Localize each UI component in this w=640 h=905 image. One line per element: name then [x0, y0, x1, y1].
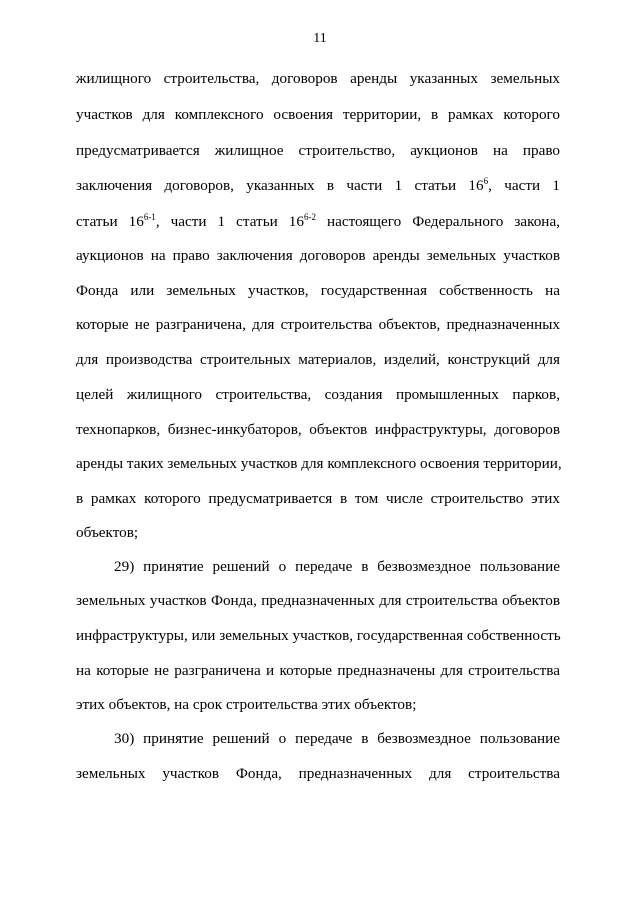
text-line: 30) принятие решений о передаче в безвозмездное пользование: [114, 730, 560, 747]
text-line: аукционов на право заключения договоров аренды земельных участков: [76, 247, 560, 264]
superscript: 6: [483, 176, 489, 186]
text-line: земельных участков Фонда, предназначенных для строительства: [76, 765, 560, 782]
text-line: на которые не разграничена и которые предназначены для строительства: [76, 662, 560, 679]
text-line: Фонда или земельных участков, государственная собственность на: [76, 282, 560, 299]
superscript: 6-1: [143, 212, 156, 222]
text-line: целей жилищного строительства, создания промышленных парков,: [76, 386, 560, 403]
text-line: жилищного строительства, договоров аренды указанных земельных: [76, 70, 560, 87]
text-line: участков для комплексного освоения территории, в рамках которого: [76, 106, 560, 123]
page-number: 11: [313, 31, 327, 46]
text-line: которые не разграничена, для строительства объектов, предназначенных: [76, 316, 560, 333]
text-segment: статьи 16: [76, 213, 144, 230]
text-segment: заключения договоров, указанных в части 1 статьи 16: [76, 177, 484, 194]
text-line: в рамках которого предусматривается в том числе строительство этих: [76, 490, 560, 507]
text-line: предусматривается жилищное строительство, аукционов на право: [76, 142, 560, 159]
text-line: объектов;: [76, 524, 139, 541]
text-segment: , части 1: [488, 177, 560, 194]
text-line: инфраструктуры, или земельных участков, государственная собственность: [76, 627, 561, 644]
text-line: аренды таких земельных участков для комплексного освоения территории,: [76, 455, 562, 472]
text-line: земельных участков Фонда, предназначенных для строительства объектов: [76, 592, 560, 609]
text-line-sup-1: [76, 176, 560, 196]
text-line-sup-2: [76, 212, 560, 232]
text-line: технопарков, бизнес-инкубаторов, объектов инфраструктуры, договоров: [76, 421, 560, 438]
text-line: для производства строительных материалов, изделий, конструкций для: [76, 351, 560, 368]
text-line: этих объектов, на срок строительства этих объектов;: [76, 696, 417, 713]
text-line: 29) принятие решений о передаче в безвозмездное пользование: [114, 558, 560, 575]
text-segment: , части 1 статьи 16: [155, 213, 304, 230]
text-segment: настоящего Федерального закона,: [315, 213, 560, 230]
superscript: 6-2: [303, 212, 316, 222]
